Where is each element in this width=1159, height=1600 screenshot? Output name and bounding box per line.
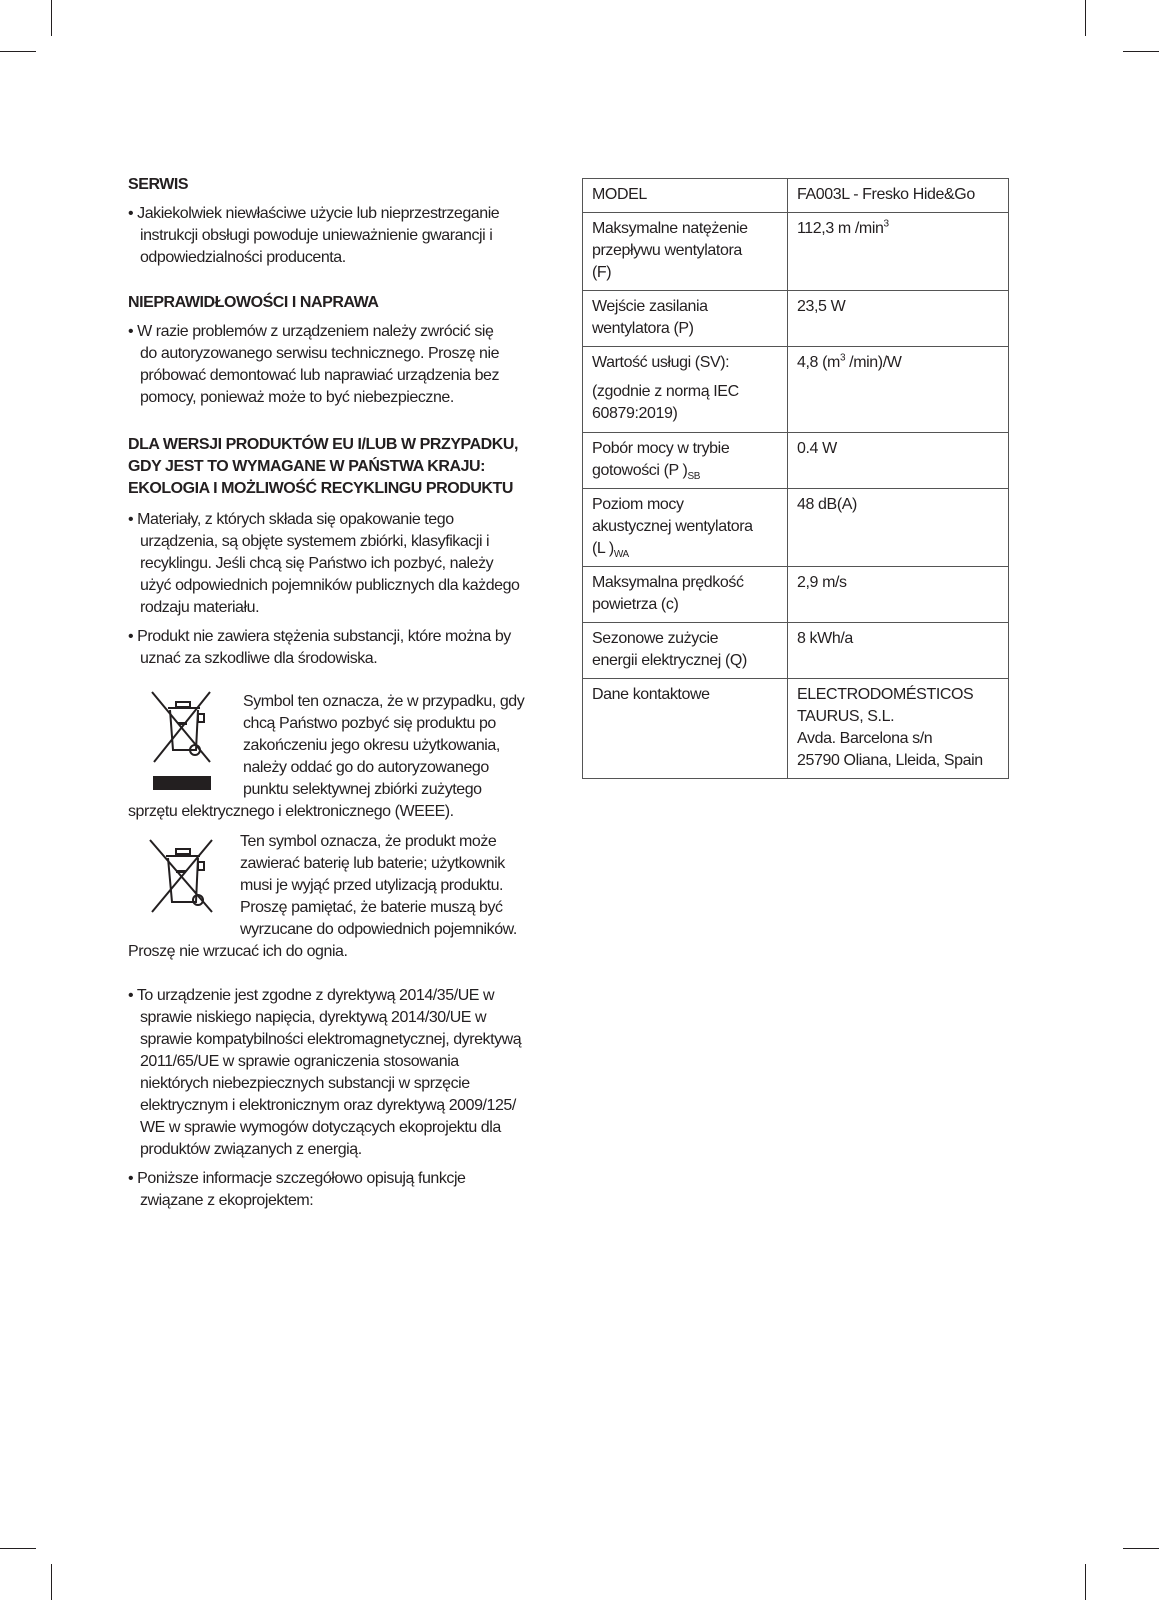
table-row: [583, 179, 1009, 213]
value-sup: 3: [883, 218, 889, 230]
row-value: ELECTRODOMÉSTICOS TAURUS, S.L. Avda. Barcelona s/n 25790 Oliana, Lleida, Spain: [788, 679, 1009, 779]
weee-text-tail: sprzętu elektrycznego i elektronicznego (WEEE).: [128, 803, 454, 820]
row-label: Maksymalne natężenie przepływu wentylatora (F): [583, 213, 788, 291]
label-text: Poziom mocy akustycznej wentylatora (L ): [592, 496, 753, 557]
row-label: MODEL: [583, 179, 788, 213]
section-heading-serwis: SERWIS: [128, 176, 189, 193]
battery-text: Ten symbol oznacza, że produkt może zawierać baterię lub baterie; użytkownik musi je wyjąć przed utylizacją produktu. Proszę pamiętać, że baterie muszą być wyrzucane do odpowiednich pojemników.: [240, 833, 517, 938]
row-value: 48 dB(A): [788, 489, 1009, 567]
crop-mark: [51, 1564, 52, 1600]
label-text: Pobór mocy w trybie gotowości (P ): [592, 440, 730, 479]
ecodesign-table: [582, 178, 1009, 779]
row-value: [788, 347, 1009, 433]
battery-crossed-bin-icon: [148, 836, 214, 916]
row-label: [583, 433, 788, 489]
serwis-text: • Jakiekolwiek niewłaściwe użycie lub nieprzestrzeganie instrukcji obsługi powoduje unieważnienie gwarancji i odpowiedzialności producenta.: [128, 205, 500, 266]
row-label: [583, 347, 788, 433]
table-row: [583, 489, 1009, 567]
value-text: 4,8 (m: [797, 354, 840, 371]
table-row: [583, 213, 1009, 291]
table-row: [583, 347, 1009, 433]
label-note: (zgodnie z normą IEC 60879:2019): [592, 383, 739, 422]
label-sub: WA: [613, 549, 629, 561]
weee-text: Symbol ten oznacza, że w przypadku, gdy chcą Państwo pozbyć się produktu po zakończeniu jego okresu użytkowania, należy oddać go do autoryzowanego punktu selektywnej zbiórki zużytego: [243, 693, 525, 798]
crop-mark: [1123, 51, 1159, 52]
ekologia-bullet-1: • Materiały, z których składa się opakowanie tego urządzenia, są objęte systemem zbiórki, klasyfikacji i recyklingu. Jeśli chcą się Państwo ich pozbyć, należy użyć odpowiednich pojemników publicznych dla każdego rodzaju materiału.: [128, 511, 520, 616]
section-heading-naprawa: NIEPRAWIDŁOWOŚCI I NAPRAWA: [128, 294, 379, 311]
ekologia-bullet-4: • Poniższe informacje szczegółowo opisują funkcje związane z ekoprojektem:: [128, 1170, 466, 1209]
label-sub: SB: [687, 471, 701, 483]
row-label: [583, 489, 788, 567]
crop-mark: [1085, 0, 1086, 36]
crop-mark: [51, 0, 52, 36]
battery-text-tail: Proszę nie wrzucać ich do ognia.: [128, 943, 348, 960]
label-text: Wartość usługi (SV):: [592, 354, 730, 371]
table-row: [583, 567, 1009, 623]
row-value: [788, 213, 1009, 291]
value-sup: 3: [839, 352, 846, 364]
ekologia-bullet-2: • Produkt nie zawiera stężenia substancji, które można by uznać za szkodliwe dla środowiska.: [128, 628, 511, 667]
row-label: Sezonowe zużycie energii elektrycznej (Q): [583, 623, 788, 679]
ekologia-bullet-3: • To urządzenie jest zgodne z dyrektywą 2014/35/UE w sprawie niskiego napięcia, dyrektywą 2014/30/UE w sprawie kompatybilności elektromagnetycznej, dyrektywą 2011/65/UE w sprawie ograniczenia stosowania niektórych niebezpiecznych substancji w sprzęcie elektrycznym i elektronicznym oraz dyrektywą 2009/125/ WE w sprawie wymogów dotyczących ekoprojektu dla produktów związanych z energią.: [128, 987, 522, 1158]
crop-mark: [0, 51, 36, 52]
row-value: 2,9 m/s: [788, 567, 1009, 623]
value-tail: /min)/W: [845, 354, 902, 371]
row-value: 23,5 W: [788, 291, 1009, 347]
row-value: 0.4 W: [788, 433, 1009, 489]
crop-mark: [1123, 1548, 1159, 1549]
table-row: [583, 679, 1009, 779]
value-text: 112,3 m /min: [797, 220, 884, 237]
row-value: FA003L - Fresko Hide&Go: [788, 179, 1009, 213]
row-label: Wejście zasilania wentylatora (P): [583, 291, 788, 347]
row-label: Dane kontaktowe: [583, 679, 788, 779]
section-heading-ekologia: DLA WERSJI PRODUKTÓW EU I/LUB W PRZYPADKU, GDY JEST TO WYMAGANE W PAŃSTWA KRAJU: EKOLOGIA I MOŻLIWOŚĆ RECYKLINGU PRODUKTU: [128, 436, 518, 497]
crop-mark: [1085, 1564, 1086, 1600]
crop-mark: [0, 1548, 36, 1549]
table-row: [583, 433, 1009, 489]
row-value: 8 kWh/a: [788, 623, 1009, 679]
naprawa-text: • W razie problemów z urządzeniem należy zwrócić się do autoryzowanego serwisu technicznego. Proszę nie próbować demontować lub naprawiać urządzenia bez pomocy, ponieważ może to być niebezpieczne.: [128, 323, 500, 406]
row-label: Maksymalna prędkość powietrza (c): [583, 567, 788, 623]
table-row: [583, 291, 1009, 347]
table-row: [583, 623, 1009, 679]
weee-crossed-bin-icon: [150, 690, 212, 794]
